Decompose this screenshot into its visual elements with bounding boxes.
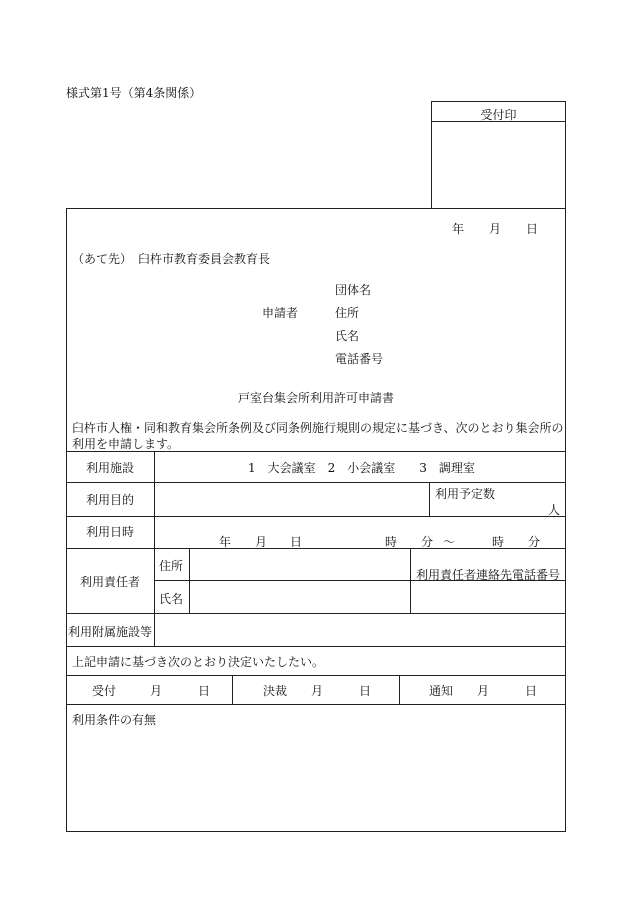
row-line [66, 548, 566, 549]
row-line [66, 451, 566, 452]
applicant-phone-label: 電話番号 [335, 352, 384, 366]
received-day: 日 [198, 684, 211, 698]
row-line [66, 516, 566, 517]
col-line [399, 675, 400, 704]
intro-line-2: 利用を申請します。 [72, 437, 180, 451]
row-line [66, 613, 566, 614]
date-day: 日 [526, 222, 539, 236]
facility-option-small: 2 小会議室 [327, 461, 396, 475]
datetime-month: 月 [255, 535, 268, 549]
form-number: 様式第1号（第4条関係） [66, 86, 202, 100]
applicant-address-label: 住所 [335, 306, 360, 320]
form-frame [66, 208, 566, 832]
approved-day: 日 [359, 684, 372, 698]
datetime-day: 日 [290, 535, 303, 549]
col-line [154, 451, 155, 646]
datetime-minute-end: 分 [528, 535, 541, 549]
conditions-label: 利用条件の有無 [72, 713, 157, 727]
form-title: 戸室台集会所利用許可申請書 [237, 391, 394, 405]
notified-label: 通知 [429, 684, 454, 698]
row-line [66, 482, 566, 483]
datetime-hour: 時 [385, 535, 398, 549]
row-line [66, 646, 566, 647]
applicant-org-label: 団体名 [335, 283, 372, 297]
row-line [66, 704, 566, 705]
facility-option-large: 1 大会議室 [248, 461, 316, 475]
col-line [232, 675, 233, 704]
date-month: 月 [489, 222, 502, 236]
date-year: 年 [452, 222, 465, 236]
decision-text: 上記申請に基づき次のとおり決定いたしたい。 [72, 655, 325, 669]
col-line [429, 482, 430, 516]
datetime-year: 年 [219, 535, 232, 549]
approved-month: 月 [311, 684, 324, 698]
intro-line-1: 臼杵市人権・同和教育集会所条例及び同条例施行規則の規定に基づき、次のとおり集会所の [72, 421, 564, 435]
facility-option-kitchen: 3 調理室 [419, 461, 475, 475]
col-line [410, 548, 411, 613]
datetime-hour-end: 時 [492, 535, 505, 549]
purpose-label: 利用目的 [85, 493, 134, 507]
facility-options [248, 459, 475, 476]
datetime-label: 利用日時 [85, 525, 134, 539]
attached-label: 利用附属施設等 [67, 625, 152, 639]
notified-day: 日 [525, 684, 538, 698]
expected-count-unit: 人 [548, 503, 561, 517]
applicant-name-label: 氏名 [335, 329, 360, 343]
col-line [189, 548, 190, 613]
datetime-tilde: ～ [443, 535, 456, 549]
responsible-address-label: 住所 [159, 559, 184, 573]
datetime-minute: 分 [421, 535, 434, 549]
facility-label: 利用施設 [85, 461, 134, 475]
responsible-name-label: 氏名 [159, 592, 184, 606]
addressee: （あて先） 臼杵市教育委員会教育長 [72, 252, 271, 266]
expected-count-label: 利用予定数 [435, 487, 496, 501]
stamp-label: 受付印 [480, 108, 517, 122]
responsible-phone-label: 利用責任者連絡先電話番号 [416, 568, 561, 582]
applicant-label: 申請者 [262, 306, 299, 320]
received-label: 受付 [92, 684, 117, 698]
responsible-label: 利用責任者 [79, 575, 140, 589]
row-line [66, 675, 566, 676]
approved-label: 決裁 [263, 684, 288, 698]
notified-month: 月 [477, 684, 490, 698]
received-month: 月 [150, 684, 163, 698]
